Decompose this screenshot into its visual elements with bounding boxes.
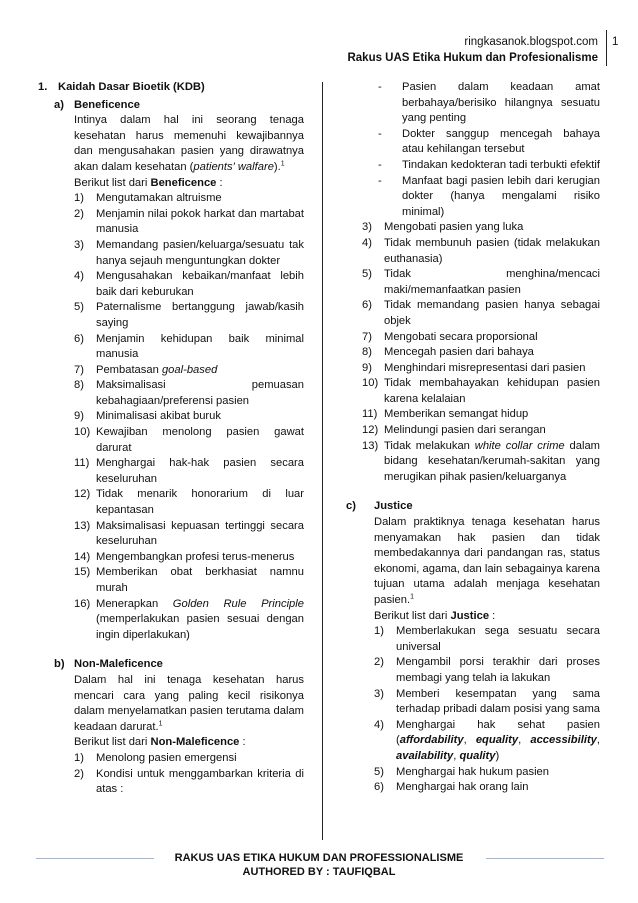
item-text: Menjamin kehidupan baik minimal manusia xyxy=(96,332,304,361)
justice-title: Justice xyxy=(374,500,413,513)
item-text-bold-italic: quality xyxy=(459,749,496,762)
list-item xyxy=(374,687,600,718)
item-text-part: Tidak melakukan xyxy=(384,439,475,452)
item-text-part: Menghargai hak sehat pasien ( xyxy=(396,718,600,747)
item-text: Menghindari misrepresentasi dari pasien xyxy=(384,361,586,374)
list-item xyxy=(362,345,600,361)
list-item xyxy=(74,425,304,456)
list-intro-colon: : xyxy=(216,176,223,189)
list-intro-bold: Non-Maleficence xyxy=(150,736,240,749)
item-text: Tidak menghina/mencaci maki/memanfaatkan pasien xyxy=(384,268,600,296)
list-item xyxy=(362,267,600,298)
item-text: Memberikan semangat hidup xyxy=(384,408,529,421)
beneficence-list xyxy=(74,191,304,643)
list-item xyxy=(362,361,600,377)
item-number: 7) xyxy=(74,363,84,376)
dash-bullet: - xyxy=(378,158,382,171)
criteria-item xyxy=(378,80,600,127)
nonmaleficence-list-continued xyxy=(362,220,600,485)
beneficence-intro xyxy=(74,113,304,175)
list-item xyxy=(362,298,600,329)
justice-section xyxy=(346,499,600,795)
header-subtitle: Rakus UAS Etika Hukum dan Profesionalisme xyxy=(347,52,598,64)
nonmaleficence-intro xyxy=(74,673,304,735)
list-intro-bold: Beneficence xyxy=(150,176,217,189)
item-text: Mengutamakan altruisme xyxy=(96,192,222,205)
dash-bullet: - xyxy=(378,81,382,93)
header-site: ringkasanok.blogspot.com xyxy=(464,36,598,48)
item-number: 10) xyxy=(362,377,379,390)
list-item xyxy=(374,780,600,796)
item-number: 3) xyxy=(74,238,84,251)
intro-text: Dalam hal ini tenaga kesehatan harus mencari cara yang paling kecil risikonya dalam menyelamatkan pasien terutama dalam keadaan darurat. xyxy=(74,673,304,733)
list-item xyxy=(374,718,600,765)
header-divider xyxy=(606,30,607,66)
list-item xyxy=(74,456,304,487)
item-text-part: Pembatasan xyxy=(96,363,162,376)
item-text: Mengembangkan profesi terus-menerus xyxy=(96,550,295,563)
item-number: 2) xyxy=(74,207,84,220)
footnote-ref: 1 xyxy=(410,593,414,601)
item-text: Memberikan obat berkhasiat namnu murah xyxy=(96,566,304,594)
item-number: 1) xyxy=(374,625,384,638)
justice-heading xyxy=(346,499,600,515)
nonmaleficence-label: b) xyxy=(54,658,65,671)
item-text: Maksimalisasi pemuasan kebahagiaan/preferensi pasien xyxy=(96,379,304,407)
nonmaleficence-section xyxy=(54,657,304,797)
section-heading xyxy=(38,80,304,96)
criteria-text: Manfaat bagi pasien lebih dari kerugian dokter (hanya mengalami risiko minimal) xyxy=(402,174,600,218)
item-text: Menjamin nilai pokok harkat dan martabat manusia xyxy=(96,207,304,236)
list-item xyxy=(374,655,600,686)
nonmaleficence-title: Non-Maleficence xyxy=(74,658,163,671)
page-header xyxy=(347,34,598,66)
item-number: 11) xyxy=(74,457,90,470)
list-item xyxy=(74,550,304,566)
list-item xyxy=(74,378,304,409)
item-text: Mengobati pasien yang luka xyxy=(384,221,524,234)
criteria-text: Dokter sanggup mencegah bahaya atau kehilangan tersebut xyxy=(402,127,600,156)
criteria-text: Pasien dalam keadaan amat berbahaya/berisiko hilangnya sesuatu yang penting xyxy=(402,81,600,125)
item-text: Memberlakukan sega sesuatu secara universal xyxy=(396,625,600,653)
item-number: 4) xyxy=(362,236,372,249)
beneficence-list-intro xyxy=(74,176,304,192)
item-text: Tidak membahayakan kehidupan pasien karena kelalaian xyxy=(384,377,600,405)
list-item xyxy=(74,519,304,550)
list-item xyxy=(362,236,600,267)
item-text: Tidak memandang pasien hanya sebagai objek xyxy=(384,299,600,327)
item-text xyxy=(384,439,600,486)
item-number: 6) xyxy=(374,781,384,794)
item-text xyxy=(396,718,600,765)
item-text: Paternalisme bertanggung jawab/kasih saying xyxy=(96,301,304,329)
item-number: 8) xyxy=(74,379,84,392)
item-text: Tidak membunuh pasien (tidak melakukan euthanasia) xyxy=(384,236,600,265)
item-text-part: Menerapkan xyxy=(96,597,173,610)
item-number: 13) xyxy=(362,439,379,452)
justice-intro xyxy=(374,515,600,609)
item-text: Mengobati secara proporsional xyxy=(384,330,538,343)
item-text-italic: Golden Rule Principle xyxy=(172,597,304,610)
criteria-item xyxy=(378,127,600,158)
list-item xyxy=(362,423,600,439)
intro-text-end: ). xyxy=(273,160,281,173)
item-text-part: , xyxy=(463,734,476,747)
item-text: Mengusahakan kebaikan/manfaat lebih baik dari keburukan xyxy=(96,270,304,298)
list-item xyxy=(74,409,304,425)
list-item xyxy=(74,191,304,207)
item-number: 5) xyxy=(362,268,372,281)
justice-label: c) xyxy=(346,500,356,513)
item-text: Menghargai hak-hak pasien secara keseluruhan xyxy=(96,457,304,485)
list-intro-bold: Justice xyxy=(450,609,490,622)
left-column xyxy=(38,80,304,798)
list-intro-text: Berikut list dari xyxy=(374,609,451,622)
item-number: 4) xyxy=(374,718,384,731)
item-number: 2) xyxy=(74,767,84,780)
item-text-part: dalam bidang kesehatan/kerumah-sakitan yang merugikan pihak pasien/keluarganya xyxy=(384,439,600,483)
list-item xyxy=(74,238,304,269)
item-number: 15) xyxy=(74,566,91,579)
item-text-part: ) xyxy=(495,749,500,762)
item-text: Minimalisasi akibat buruk xyxy=(96,410,221,423)
nonmaleficence-list xyxy=(74,751,304,798)
beneficence-heading xyxy=(54,98,304,114)
list-item xyxy=(362,376,600,407)
item-number: 16) xyxy=(74,597,91,610)
footer-author: AUTHORED BY : TAUFIQBAL xyxy=(242,866,396,878)
page-footer xyxy=(0,851,638,879)
item-text: Tidak menarik honorarium di luar kepantasan xyxy=(96,488,304,517)
item-text: Kondisi untuk menggambarkan kriteria di atas : xyxy=(96,767,304,796)
intro-text: Dalam praktiknya tenaga kesehatan harus menyamakan hak pasien dan tidak membedakannya dari pandangan ras, status ekonomi, agama, dan lain sebagainya karena tujuan utama adalah menjaga kesehatan pasien. xyxy=(374,516,600,606)
list-intro-colon: : xyxy=(239,736,246,749)
item-number: 6) xyxy=(74,332,84,345)
item-text: Menghargai hak hukum pasien xyxy=(396,765,549,778)
item-text-bold-italic: affordability xyxy=(399,734,464,747)
item-number: 1) xyxy=(74,192,84,205)
item-number: 5) xyxy=(74,301,84,314)
footnote-ref: 1 xyxy=(280,160,285,168)
item-number: 11) xyxy=(362,408,378,421)
intro-text: Intinya dalam hal ini seorang tenaga kesehatan harus memenuhi kewajibannya dan mengusahakan pasien yang dirawatnya akan dalam kesehatan ( xyxy=(74,114,304,173)
item-number: 13) xyxy=(74,519,91,532)
list-item xyxy=(362,220,600,236)
item-text: Mengambil porsi terakhir dari proses membagi yang telah ia lakukan xyxy=(396,656,600,684)
footnote-ref: 1 xyxy=(158,720,163,728)
item-number: 12) xyxy=(74,488,91,501)
item-text: Memberi kesempatan yang sama terhadap pribadi dalam posisi yang sama xyxy=(396,687,600,716)
item-number: 12) xyxy=(362,424,379,437)
criteria-item xyxy=(378,174,600,221)
item-text-part: , xyxy=(518,734,531,747)
footer-title: RAKUS UAS ETIKA HUKUM DAN PROFESSIONALISME xyxy=(174,852,464,864)
list-item xyxy=(374,624,600,655)
list-item xyxy=(74,300,304,331)
right-column xyxy=(346,80,600,796)
list-intro-colon: : xyxy=(489,609,496,622)
list-item xyxy=(362,439,600,486)
criteria-text: Tindakan kedokteran tadi terbukti efektif xyxy=(402,158,600,171)
list-item xyxy=(74,597,304,644)
dash-bullet: - xyxy=(378,127,382,140)
list-item xyxy=(74,565,304,596)
item-text: Melindungi pasien dari serangan xyxy=(384,424,546,437)
dash-bullet: - xyxy=(378,174,382,187)
item-number: 3) xyxy=(374,687,384,700)
beneficence-title: Beneficence xyxy=(74,98,140,111)
item-text-italic: goal-based xyxy=(161,363,218,376)
item-number: 7) xyxy=(362,330,372,343)
item-text: Kewajiban menolong pasien gawat darurat xyxy=(96,426,304,454)
item-number: 1) xyxy=(74,751,84,764)
justice-list-intro xyxy=(374,609,600,625)
list-item xyxy=(374,765,600,781)
list-item xyxy=(74,767,304,798)
item-text xyxy=(96,597,304,644)
item-text-part: (memperlakukan pasien sesuai dengan ingin diperlakukan) xyxy=(96,613,304,641)
item-number: 2) xyxy=(374,656,384,669)
intro-emphasis: patients' walfare xyxy=(193,160,274,173)
list-intro-text: Berikut list dari xyxy=(74,736,151,749)
nonmaleficence-heading xyxy=(54,657,304,673)
item-text: Mencegah pasien dari bahaya xyxy=(384,346,534,359)
item-number: 5) xyxy=(374,765,384,778)
item-text-bold-italic: availability xyxy=(396,749,454,762)
beneficence-label: a) xyxy=(54,98,64,111)
page-number: 1 xyxy=(612,36,619,48)
list-item xyxy=(362,330,600,346)
item-text-bold-italic: equality xyxy=(475,734,519,747)
item-text xyxy=(96,363,304,379)
item-text: Memandang pasien/keluarga/sesuatu tak hanya sejauh menguntungkan dokter xyxy=(96,238,304,267)
nonmaleficence-criteria-list xyxy=(378,80,600,220)
beneficence-section xyxy=(54,98,304,644)
item-number: 3) xyxy=(362,221,372,234)
list-item xyxy=(74,207,304,238)
item-text: Maksimalisasi kepuasan tertinggi secara keseluruhan xyxy=(96,519,304,548)
item-number: 6) xyxy=(362,299,372,312)
item-number: 8) xyxy=(362,346,372,359)
list-item xyxy=(74,751,304,767)
list-item xyxy=(74,269,304,300)
section-title: Kaidah Dasar Bioetik (KDB) xyxy=(58,81,205,93)
list-item xyxy=(362,407,600,423)
column-divider xyxy=(322,82,323,840)
justice-list xyxy=(374,624,600,796)
item-text: Menghargai hak orang lain xyxy=(396,781,529,794)
criteria-item xyxy=(378,158,600,174)
list-item xyxy=(74,363,304,379)
list-item xyxy=(74,487,304,518)
list-item xyxy=(74,332,304,363)
item-number: 10) xyxy=(74,426,91,439)
nonmaleficence-list-intro xyxy=(74,735,304,751)
item-number: 4) xyxy=(74,270,84,283)
item-text: Menolong pasien emergensi xyxy=(96,751,237,764)
list-intro-text: Berikut list dari xyxy=(74,176,151,189)
section-number: 1. xyxy=(38,81,48,93)
item-text-bold-italic: accessibility xyxy=(530,734,597,747)
item-number: 9) xyxy=(362,361,372,374)
item-number: 14) xyxy=(74,550,91,563)
item-text-part: , xyxy=(596,734,600,747)
item-number: 9) xyxy=(74,410,84,423)
item-text-part: , xyxy=(453,749,460,762)
item-text-italic: white collar crime xyxy=(474,439,565,452)
